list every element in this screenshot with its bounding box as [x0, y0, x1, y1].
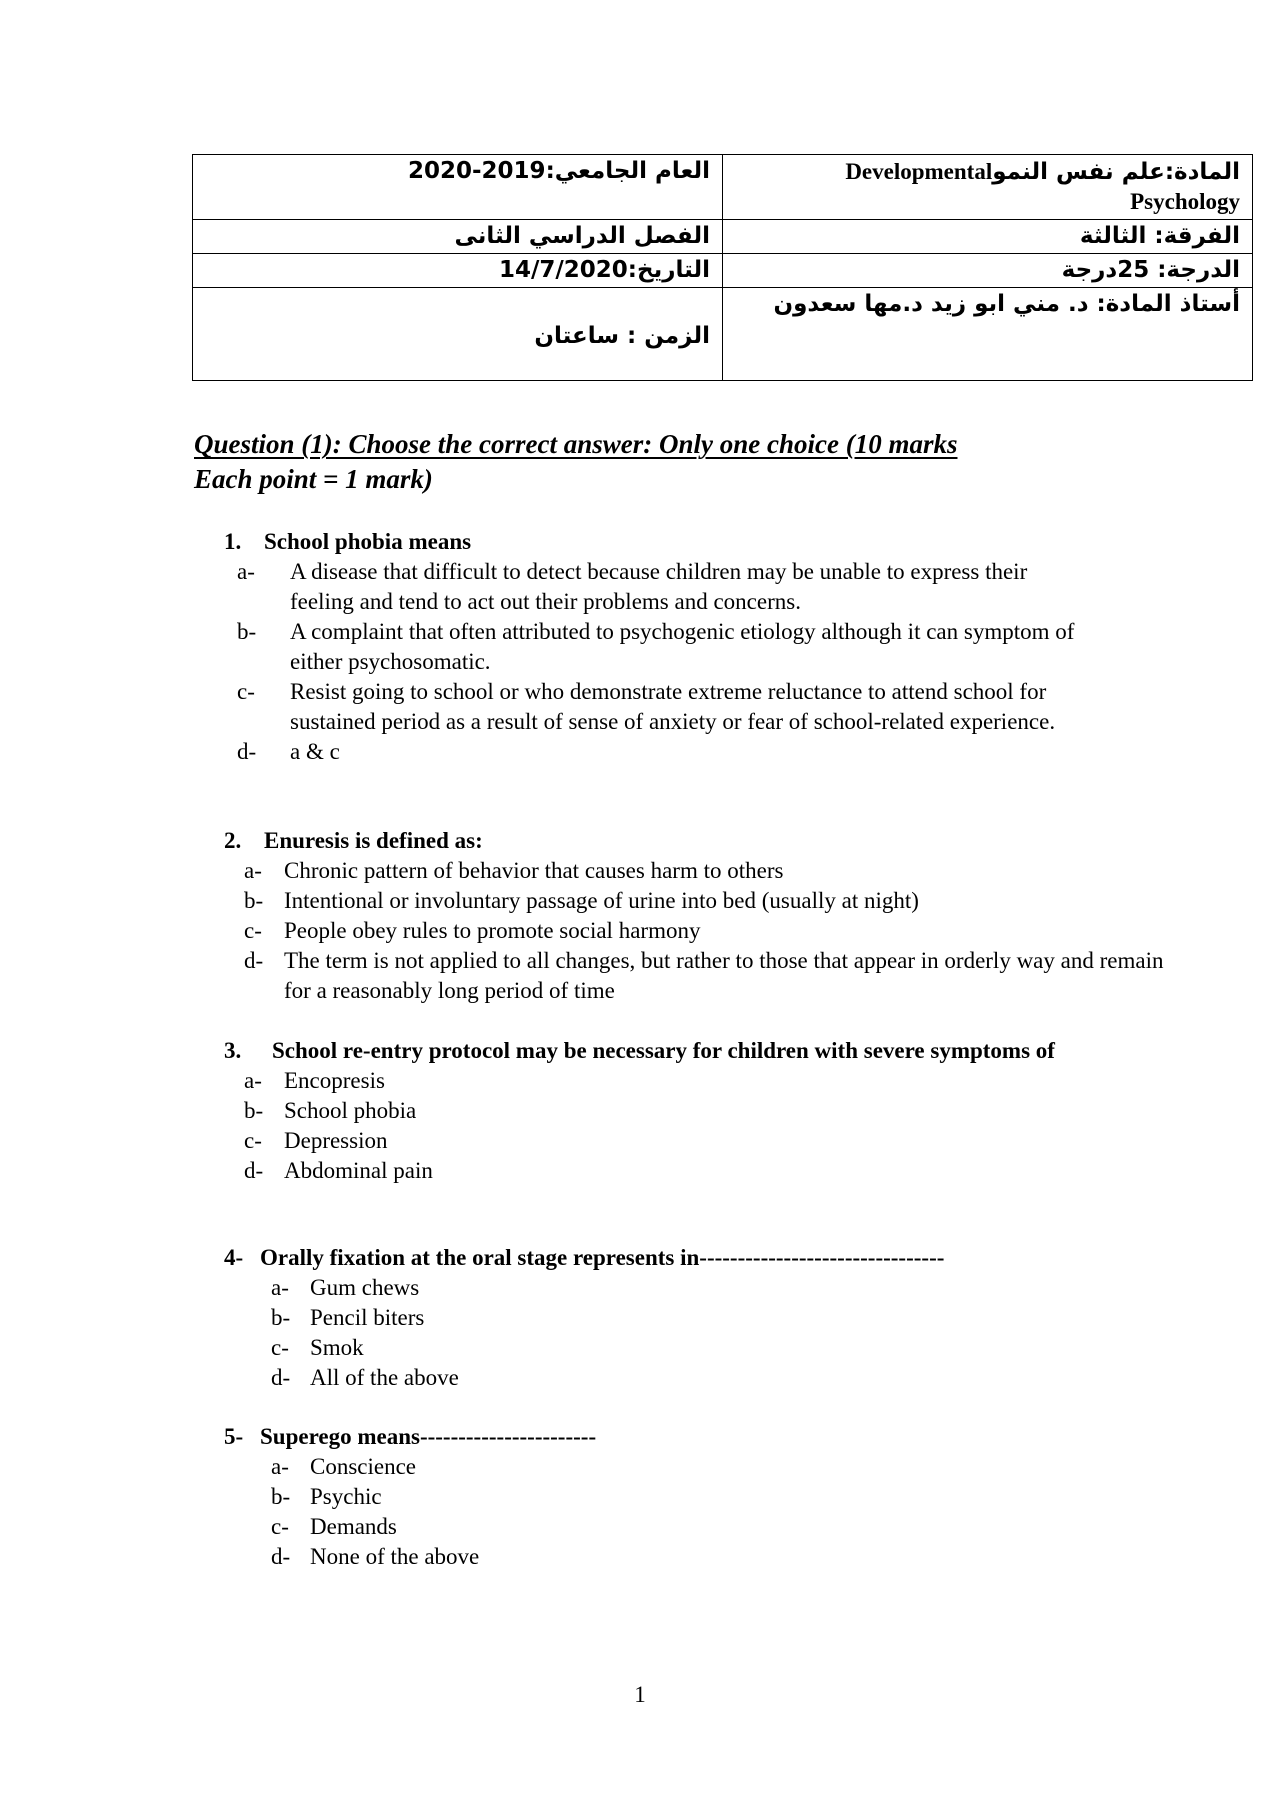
question-number: 1. [224, 529, 242, 554]
answer-option [271, 1273, 1184, 1303]
duration-cell [193, 288, 723, 381]
academic-year: العام الجامعي:2019-2020 [407, 158, 710, 184]
option-text: Smok [310, 1335, 364, 1360]
option-label: d- [271, 1365, 291, 1390]
option-text: A disease that difficult to detect because children may be unable to express their feeling and tend to act out their problems and concerns. [290, 559, 1028, 614]
date-cell [193, 254, 723, 288]
option-text: The term is not applied to all changes, but rather to those that appear in orderly way and remain for a reasonably long period of time [284, 948, 1164, 1003]
answer-option [271, 1303, 1184, 1333]
question-text: School re-entry protocol may be necessary for children with severe symptoms of [272, 1038, 1055, 1063]
option-label: b- [237, 619, 257, 644]
question-number: 3. [224, 1038, 242, 1063]
option-label: b- [244, 888, 264, 913]
marks-cell [723, 254, 1253, 288]
option-text: a & c [290, 739, 340, 764]
option-text: None of the above [310, 1544, 480, 1569]
exam-header-table [192, 154, 1253, 381]
subject-label: المادة:علم نفس النمو [992, 159, 1240, 185]
answer-option [244, 886, 1184, 916]
question-title [224, 1243, 1184, 1273]
answer-option [271, 1333, 1184, 1363]
option-text: Abdominal pain [284, 1158, 433, 1183]
page-number: 1 [634, 1682, 646, 1707]
answer-option [271, 1452, 1184, 1482]
question-number: 2. [224, 828, 242, 853]
option-text: People obey rules to promote social harmony [284, 918, 701, 943]
question-title [224, 1036, 1184, 1066]
option-label: b- [271, 1484, 291, 1509]
answer-option [237, 737, 1087, 767]
question-title [224, 826, 1184, 856]
answer-option [244, 856, 1184, 886]
instructor-cell [723, 288, 1253, 381]
option-label: a- [244, 858, 262, 883]
option-label: d- [271, 1544, 291, 1569]
option-label: c- [244, 1128, 262, 1153]
answer-option [244, 916, 1184, 946]
question-3 [224, 1036, 1184, 1186]
academic-year-cell [193, 155, 723, 220]
option-text: Intentional or involuntary passage of urine into bed (usually at night) [284, 888, 919, 913]
header-row [193, 254, 1253, 288]
instructor-names: أستاذ المادة: د. مني ابو زيد د.مها سعدون [773, 291, 1240, 317]
option-label: c- [237, 679, 255, 704]
answer-option [244, 946, 1184, 1006]
header-row [193, 220, 1253, 254]
option-label: a- [244, 1068, 262, 1093]
option-text: Pencil biters [310, 1305, 425, 1330]
question-2 [224, 826, 1184, 1006]
option-text: Conscience [310, 1454, 417, 1479]
option-label: a- [237, 559, 255, 584]
section-heading [194, 427, 1056, 497]
section-heading-line-1: Question (1): Choose the correct answer: Only one choice (10 marks [194, 429, 958, 459]
option-label: d- [237, 739, 257, 764]
option-text: Gum chews [310, 1275, 420, 1300]
option-text: Encopresis [284, 1068, 385, 1093]
option-text: A complaint that often attributed to psychogenic etiology although it can symptom of either psychosomatic. [290, 619, 1075, 674]
exam-date: التاريخ:14/7/2020 [498, 257, 710, 283]
option-label: a- [271, 1454, 289, 1479]
answer-option [271, 1363, 1184, 1393]
option-text: All of the above [310, 1365, 459, 1390]
answer-option [271, 1512, 1184, 1542]
answer-option [237, 617, 1087, 677]
answer-option [237, 677, 1087, 737]
option-label: d- [244, 948, 264, 973]
header-row [193, 288, 1253, 381]
option-label: c- [271, 1514, 289, 1539]
section-heading-line-2: Each point = 1 mark) [194, 464, 433, 494]
option-text: School phobia [284, 1098, 417, 1123]
option-text: Psychic [310, 1484, 382, 1509]
answer-option [271, 1482, 1184, 1512]
exam-duration: الزمن : ساعتان [534, 322, 710, 349]
option-text: Demands [310, 1514, 397, 1539]
answer-option [244, 1156, 1184, 1186]
answer-option [244, 1126, 1184, 1156]
question-text: Orally fixation at the oral stage represents in-------------------------------- [260, 1245, 945, 1270]
question-text: School phobia means [264, 529, 472, 554]
grade-level-cell [723, 220, 1253, 254]
option-label: b- [271, 1305, 291, 1330]
answer-option [244, 1066, 1184, 1096]
option-label: b- [244, 1098, 264, 1123]
question-title [224, 527, 1074, 557]
grade-level: الفرقة: الثالثة [1079, 223, 1240, 249]
semester: الفصل الدراسي الثانى [454, 223, 710, 249]
answer-option [237, 557, 1087, 617]
subject-english-2: Psychology [1130, 189, 1240, 214]
subject-english-1: Developmental [845, 159, 993, 184]
question-4 [224, 1243, 1184, 1393]
option-text: Resist going to school or who demonstrate extreme reluctance to attend school for sustained period as a result of sense of anxiety or fear of school-related experience. [290, 679, 1056, 734]
answer-option [244, 1096, 1184, 1126]
header-row [193, 155, 1253, 220]
option-label: c- [244, 918, 262, 943]
option-text: Depression [284, 1128, 388, 1153]
option-label: a- [271, 1275, 289, 1300]
question-number: 4- [224, 1245, 244, 1270]
option-label: c- [271, 1335, 289, 1360]
question-text: Superego means----------------------- [260, 1424, 597, 1449]
question-title [224, 1422, 1184, 1452]
question-1 [224, 527, 1074, 767]
answer-option [271, 1542, 1184, 1572]
question-number: 5- [224, 1424, 244, 1449]
total-marks: الدرجة: 25درجة [1061, 257, 1240, 283]
semester-cell [193, 220, 723, 254]
option-label: d- [244, 1158, 264, 1183]
subject-cell [723, 155, 1253, 220]
question-text: Enuresis is defined as: [264, 828, 483, 853]
question-5 [224, 1422, 1184, 1572]
option-text: Chronic pattern of behavior that causes harm to others [284, 858, 784, 883]
